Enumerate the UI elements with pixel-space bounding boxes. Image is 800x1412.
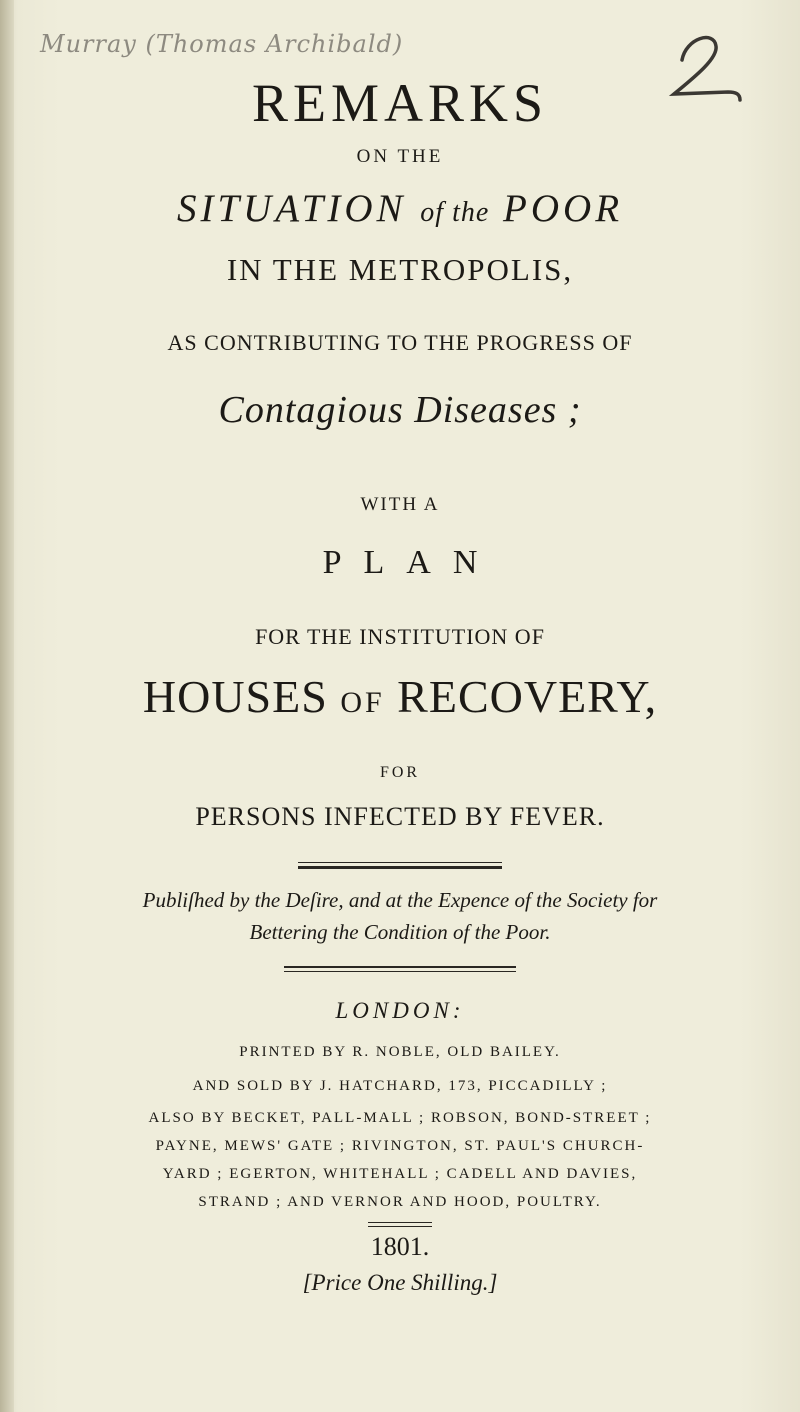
imprint-booksellers-3: STRAND ; AND VERNOR AND HOOD, POULTRY.	[198, 1194, 602, 1210]
title-with-a: WITH A	[360, 494, 440, 515]
title-remarks: REMARKS	[251, 73, 549, 133]
divider-rule	[284, 966, 516, 968]
title-persons-infected: PERSONS INFECTED BY FEVER.	[195, 802, 605, 831]
publisher-note-line-1: Publiſhed by the Deſire, and at the Expence of the Society for	[142, 888, 658, 912]
title-for: FOR	[379, 764, 421, 781]
title-institution: FOR THE INSTITUTION OF	[255, 624, 545, 649]
divider-rule	[368, 1222, 432, 1223]
title-contributing: AS CONTRIBUTING TO THE PROGRESS OF	[167, 330, 633, 355]
divider-rule	[284, 971, 516, 972]
handwritten-author-note: Murray (Thomas Archibald)	[40, 30, 404, 58]
title-houses-of-recovery	[0, 670, 800, 723]
title-metropolis: IN THE METROPOLIS,	[226, 252, 574, 287]
divider-rule	[298, 866, 502, 869]
imprint-seller: AND SOLD BY J. HATCHARD, 173, PICCADILLY ;	[192, 1078, 608, 1094]
publisher-note-line-2: Bettering the Condition of the Poor.	[249, 920, 551, 944]
divider-rule	[298, 862, 502, 863]
imprint-booksellers-2: YARD ; EGERTON, WHITEHALL ; CADELL AND DAVIES,	[162, 1166, 638, 1182]
imprint-booksellers-1: PAYNE, MEWS' GATE ; RIVINGTON, ST. PAUL'S CHURCH-	[155, 1138, 645, 1154]
imprint-also-sold: ALSO BY BECKET, PALL-MALL ; ROBSON, BOND-STREET ;	[148, 1110, 652, 1126]
price-note: [Price One Shilling.]	[302, 1270, 498, 1295]
imprint-printer: PRINTED BY R. NOBLE, OLD BAILEY.	[239, 1044, 561, 1060]
title-houses-word: HOUSES	[142, 671, 328, 722]
title-recovery-word: RECOVERY,	[397, 671, 658, 722]
title-poor-word: POOR	[503, 187, 624, 230]
title-houses-of: OF	[340, 686, 385, 719]
title-on-the: ON THE	[356, 146, 444, 167]
publication-year: 1801.	[370, 1232, 430, 1261]
title-situation-word: SITUATION	[176, 187, 407, 230]
title-situation-of-the-poor	[0, 186, 800, 231]
imprint-city: LONDON:	[335, 998, 465, 1023]
title-plan: PLAN	[322, 544, 500, 581]
title-contagious-diseases: Contagious Diseases ;	[218, 389, 582, 431]
title-of-the: of the	[420, 197, 490, 228]
divider-rule	[368, 1226, 432, 1227]
